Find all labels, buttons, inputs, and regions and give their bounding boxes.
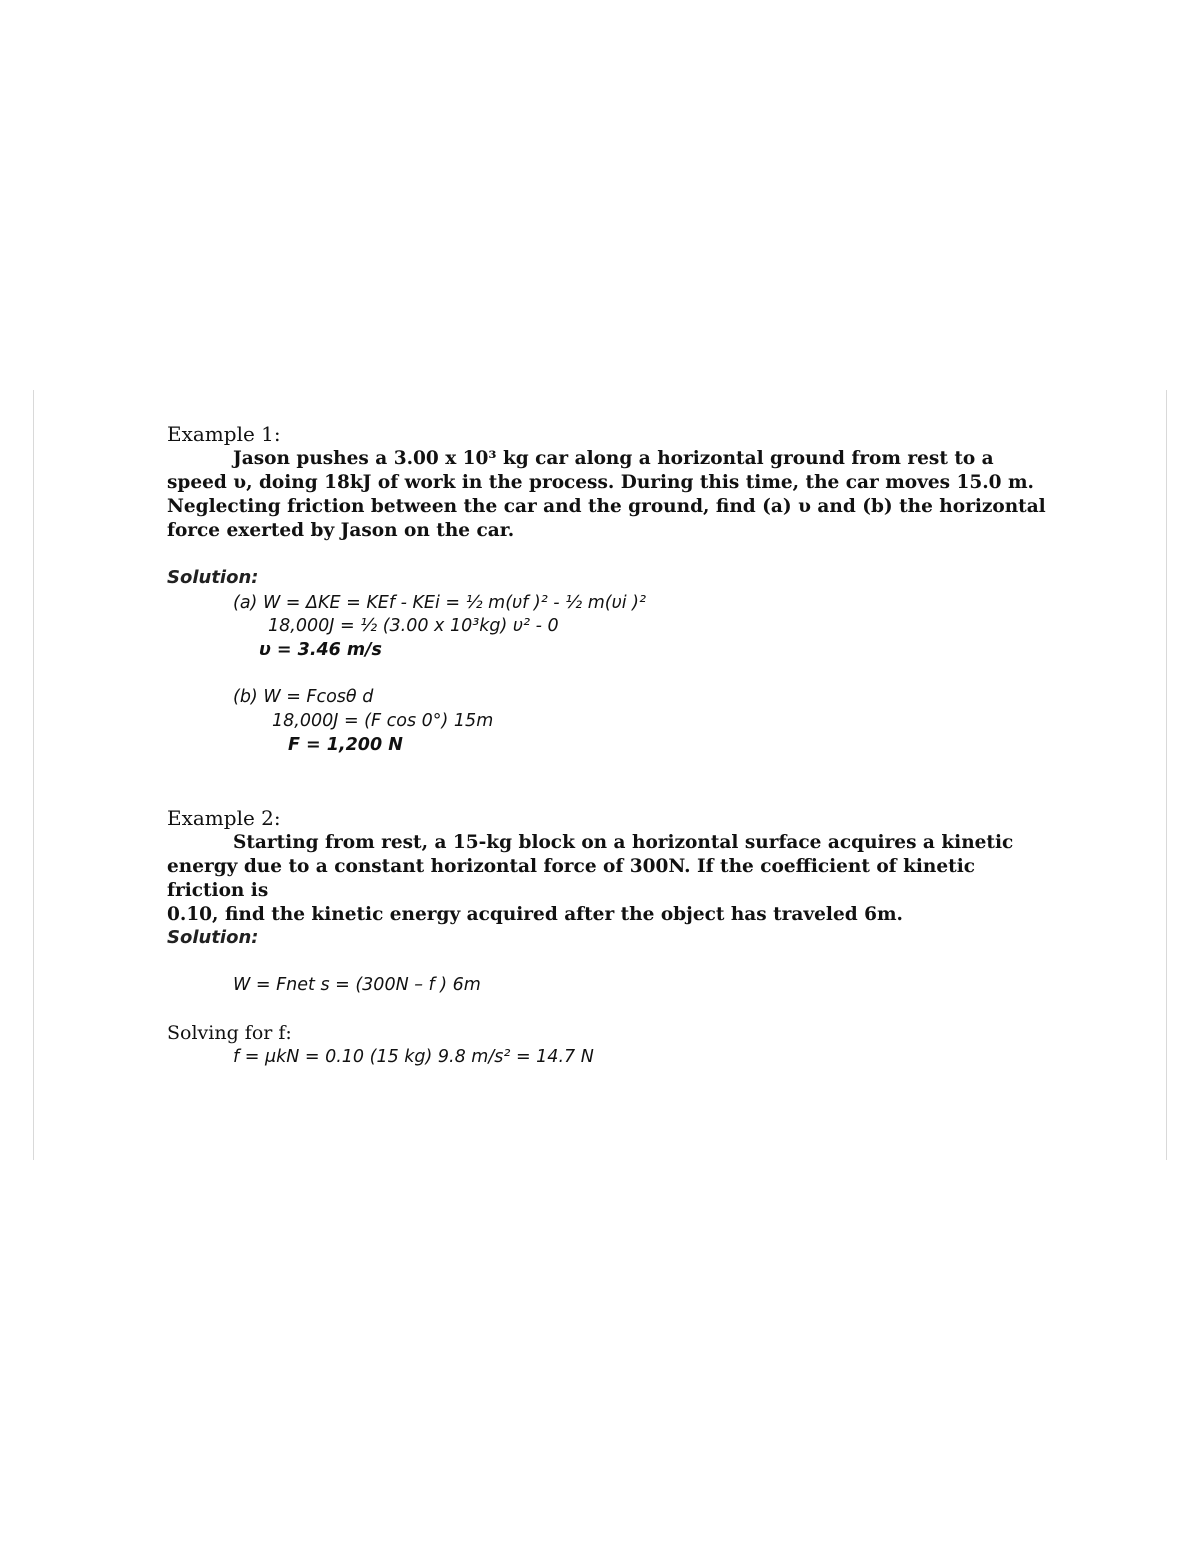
example1-part-b-line-2: 18,000J = (F cos 0°) 15m	[272, 711, 494, 731]
example1-part-b-line-1: (b) W = Fcosθ d	[233, 687, 374, 707]
example2-solution-label: Solution:	[167, 927, 259, 948]
example2-problem	[167, 831, 1047, 927]
example1-line-2: speed υ, doing 18kJ of work in the process. During this time, the car moves 15.0 m.	[167, 472, 1034, 493]
example1-part-a-result: υ = 3.46 m/s	[259, 640, 382, 660]
example2-line-3: 0.10, find the kinetic energy acquired after the object has traveled 6m.	[167, 904, 903, 925]
example2-line-2: energy due to a constant horizontal force of 300N. If the coefficient of kinetic friction is	[167, 856, 975, 901]
example1-line-1: Jason pushes a 3.00 x 10³ kg car along a horizontal ground from rest to a	[233, 448, 994, 469]
example2-work-equation: W = Fnet s = (300N – f ) 6m	[233, 975, 481, 995]
example2-heading: Example 2:	[167, 806, 281, 830]
example1-heading: Example 1:	[167, 422, 281, 446]
example1-line-4: force exerted by Jason on the car.	[167, 520, 515, 541]
example1-part-a-line-1: (a) W = ΔKE = KEf - KEi = ½ m(υf )² - ½ m(υi )²	[233, 593, 646, 613]
page-right-edge	[1166, 390, 1167, 1160]
example1-line-3: Neglecting friction between the car and the ground, find (a) υ and (b) the horizontal	[167, 496, 1046, 517]
example1-part-a-line-2: 18,000J = ½ (3.00 x 10³kg) υ² - 0	[268, 616, 559, 636]
page-left-edge	[33, 390, 34, 1160]
example2-friction-equation: f = μkN = 0.10 (15 kg) 9.8 m/s² = 14.7 N	[233, 1047, 594, 1067]
example2-line-1: Starting from rest, a 15-kg block on a horizontal surface acquires a kinetic	[233, 832, 1014, 853]
example1-part-b-result: F = 1,200 N	[288, 735, 403, 755]
example1-solution-label: Solution:	[167, 567, 259, 588]
example2-solving-label: Solving for f:	[167, 1022, 292, 1044]
example1-problem	[167, 447, 1047, 543]
